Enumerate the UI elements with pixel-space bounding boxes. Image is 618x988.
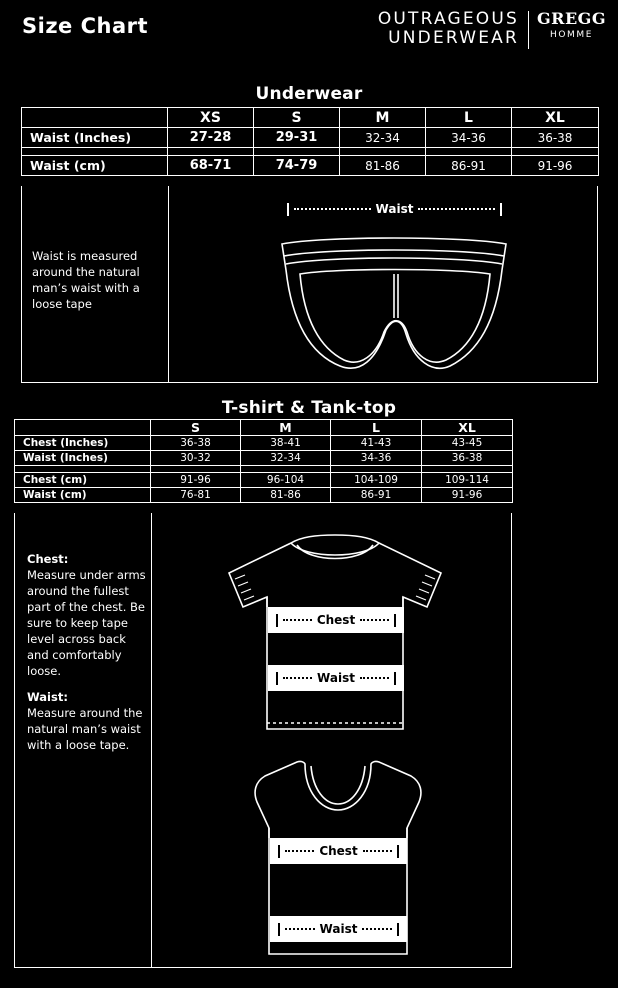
measure-cap-right — [394, 672, 396, 685]
section-title-tshirt: T-shirt & Tank-top — [221, 398, 397, 418]
table-row-header — [15, 420, 513, 436]
tanktop-illustration — [243, 758, 433, 958]
ts-row-label-waist-inches: Waist (Inches) — [15, 451, 151, 466]
tshirt-waist-measure — [268, 665, 404, 691]
measure-cap-right — [397, 845, 399, 858]
measure-cap-right — [397, 923, 399, 936]
measure-dots-right — [360, 619, 389, 621]
page-header — [0, 0, 618, 66]
spacer-cell — [15, 466, 151, 473]
uw-col-m: M — [340, 108, 426, 128]
measure-cap-left — [276, 672, 278, 685]
panel-divider — [168, 186, 169, 383]
section-title-underwear: Underwear — [255, 84, 363, 104]
brand-homme: HOMME — [549, 30, 594, 40]
uw-col-xl: XL — [512, 108, 599, 128]
tanktop-chest-label: Chest — [319, 844, 358, 858]
brand-logo — [378, 10, 606, 49]
ts-col-xl: XL — [422, 420, 513, 436]
uw-row-label-waist-cm: Waist (cm) — [22, 156, 168, 176]
spacer-cell — [241, 466, 331, 473]
ts-chest-in-s: 36-38 — [151, 436, 241, 451]
measure-dots-right — [363, 850, 392, 852]
underwear-waist-measure-line — [287, 202, 502, 216]
spacer-cell — [22, 148, 168, 156]
underwear-waist-label: Waist — [375, 202, 414, 216]
measure-cap-right — [500, 203, 502, 216]
table-row-spacer — [15, 466, 513, 473]
measure-cap-left — [278, 845, 280, 858]
underwear-diagram-panel — [21, 186, 598, 383]
uw-waist-in-s: 29-31 — [254, 128, 340, 148]
measure-cap-right — [394, 614, 396, 627]
spacer-cell — [331, 466, 422, 473]
table-row — [22, 128, 599, 148]
tshirt-chest-band — [268, 607, 404, 633]
uw-col-xs: XS — [168, 108, 254, 128]
measure-dots-left — [283, 677, 312, 679]
brand-name-outrageous-underwear — [378, 10, 519, 48]
brand-divider — [528, 11, 529, 49]
measure-dots-right — [418, 208, 495, 210]
brand-line-2: UNDERWEAR — [388, 28, 520, 48]
brand-gregg: GREGG — [537, 9, 606, 28]
measure-cap-left — [276, 614, 278, 627]
ts-chest-cm-l: 104-109 — [331, 473, 422, 488]
measure-dots-left — [283, 619, 312, 621]
spacer-cell — [254, 148, 340, 156]
ts-col-m: M — [241, 420, 331, 436]
measure-dots-left — [285, 850, 314, 852]
ts-waist-cm-l: 86-91 — [331, 488, 422, 503]
ts-chest-in-m: 38-41 — [241, 436, 331, 451]
brand-name-gregg-homme — [537, 10, 606, 41]
ts-chest-cm-xl: 109-114 — [422, 473, 513, 488]
spacer-cell — [426, 148, 512, 156]
ts-col-0 — [15, 420, 151, 436]
uw-col-0 — [22, 108, 168, 128]
tanktop-waist-band — [270, 916, 407, 942]
ts-waist-cm-s: 76-81 — [151, 488, 241, 503]
tshirt-waist-label: Waist — [317, 671, 355, 685]
measure-dots-left — [285, 928, 315, 930]
uw-col-s: S — [254, 108, 340, 128]
note-chest-body: Measure under arms around the fullest part of the chest. Be sure to keep tape level across back and comfortably loose. — [27, 568, 146, 678]
table-row-header — [22, 108, 599, 128]
tanktop-waist-label: Waist — [319, 922, 358, 936]
measure-dots-right — [362, 928, 392, 930]
ts-waist-cm-xl: 91-96 — [422, 488, 513, 503]
uw-waist-cm-xs: 68-71 — [168, 156, 254, 176]
note-waist-body: Measure around the natural man’s waist with a loose tape. — [27, 706, 143, 752]
ts-chest-in-l: 41-43 — [331, 436, 422, 451]
underwear-measure-note: Waist is measured around the natural man’s waist with a loose tape — [32, 249, 140, 311]
ts-waist-in-xl: 36-38 — [422, 451, 513, 466]
uw-waist-in-xs: 27-28 — [168, 128, 254, 148]
tshirt-size-table — [14, 419, 513, 503]
ts-chest-cm-s: 91-96 — [151, 473, 241, 488]
tshirt-outline — [205, 533, 465, 733]
uw-waist-cm-xl: 91-96 — [512, 156, 599, 176]
measure-cap-left — [287, 203, 289, 216]
uw-waist-cm-m: 81-86 — [340, 156, 426, 176]
ts-row-label-chest-cm: Chest (cm) — [15, 473, 151, 488]
uw-col-l: L — [426, 108, 512, 128]
ts-waist-in-l: 34-36 — [331, 451, 422, 466]
panel-divider — [151, 513, 152, 968]
ts-row-label-waist-cm: Waist (cm) — [15, 488, 151, 503]
table-row — [15, 473, 513, 488]
uw-waist-cm-s: 74-79 — [254, 156, 340, 176]
tanktop-chest-band — [270, 838, 407, 864]
ts-row-label-chest-inches: Chest (Inches) — [15, 436, 151, 451]
spacer-cell — [340, 148, 426, 156]
tanktop-chest-measure — [270, 838, 407, 864]
spacer-cell — [151, 466, 241, 473]
tshirt-illustration — [205, 533, 465, 733]
table-row — [15, 488, 513, 503]
tanktop-waist-measure — [270, 916, 407, 942]
uw-waist-in-xl: 36-38 — [512, 128, 599, 148]
tshirt-diagram-panel — [14, 513, 512, 968]
tshirt-waist-band — [268, 665, 404, 691]
measure-dots-left — [294, 208, 371, 210]
ts-waist-in-m: 32-34 — [241, 451, 331, 466]
table-row — [15, 436, 513, 451]
table-row — [22, 156, 599, 176]
brand-line-1: OUTRAGEOUS — [377, 9, 520, 29]
ts-col-l: L — [331, 420, 422, 436]
underwear-size-table — [21, 107, 599, 176]
uw-waist-in-m: 32-34 — [340, 128, 426, 148]
tshirt-chest-measure — [268, 607, 404, 633]
ts-waist-in-s: 30-32 — [151, 451, 241, 466]
table-row — [15, 451, 513, 466]
ts-chest-cm-m: 96-104 — [241, 473, 331, 488]
ts-chest-in-xl: 43-45 — [422, 436, 513, 451]
uw-waist-in-l: 34-36 — [426, 128, 512, 148]
measure-dots-right — [360, 677, 389, 679]
page-title: Size Chart — [22, 14, 149, 38]
uw-waist-cm-l: 86-91 — [426, 156, 512, 176]
tshirt-chest-label: Chest — [316, 613, 356, 627]
spacer-cell — [512, 148, 599, 156]
note-chest-title: Chest: — [27, 552, 69, 566]
spacer-cell — [422, 466, 513, 473]
briefs-illustration — [264, 230, 524, 375]
ts-col-s: S — [151, 420, 241, 436]
ts-waist-cm-m: 81-86 — [241, 488, 331, 503]
uw-row-label-waist-inches: Waist (Inches) — [22, 128, 168, 148]
note-waist-title: Waist: — [27, 690, 68, 704]
measure-cap-left — [278, 923, 280, 936]
tshirt-measure-notes — [27, 551, 147, 763]
table-row-spacer — [22, 148, 599, 156]
spacer-cell — [168, 148, 254, 156]
